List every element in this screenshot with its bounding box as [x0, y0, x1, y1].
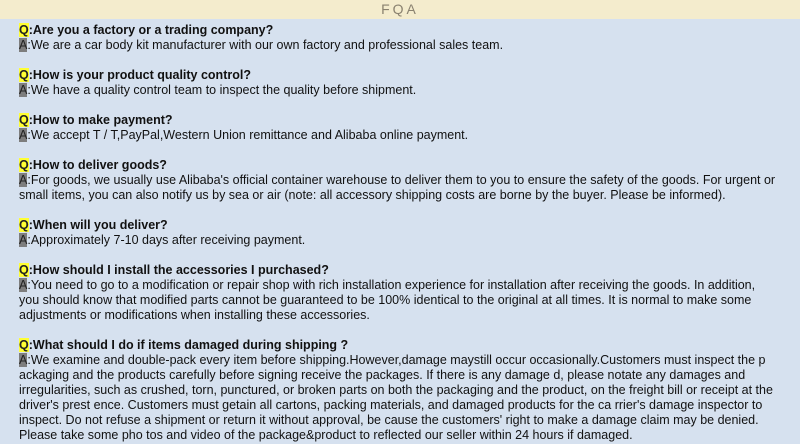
faq-question: Q:How is your product quality control?	[19, 68, 251, 82]
question-text: When will you deliver?	[32, 218, 168, 232]
answer-marker: A	[19, 128, 28, 142]
question-marker: Q	[19, 218, 29, 232]
answer-marker: A	[19, 173, 28, 187]
faq-answer: A:We accept T / T,PayPal,Western Union remittance and Alibaba online payment.	[19, 128, 469, 142]
faq-item	[19, 68, 800, 98]
faq-item	[19, 23, 800, 53]
question-text: How to deliver goods?	[32, 158, 167, 172]
faq-answer: A:You need to go to a modification or repair shop with rich installation experience for installation after receiving the goods. In addition, you should know that modified parts cannot be guaranteed to be 100% identical to the original at all times. It is normal to make some adjustments or modifications when installing these accessories.	[19, 278, 756, 322]
question-text: What should I do if items damaged during shipping ?	[32, 338, 349, 352]
question-marker: Q	[19, 113, 29, 127]
answer-text: You need to go to a modification or repair shop with rich installation experience for installation after receiving the goods. In addition, you should know that modified parts cannot be guaranteed to be 100% identical to the original at all times. It is normal to make some adjustments or modifications when installing these accessories.	[19, 278, 756, 322]
answer-marker: A	[19, 83, 28, 97]
question-text: How is your product quality control?	[32, 68, 251, 82]
question-marker: Q	[19, 23, 29, 37]
answer-marker: A	[19, 38, 28, 52]
answer-text: For goods, we usually use Alibaba's official container warehouse to deliver them to you to ensure the safety of the goods. For urgent or small items, you can also notify us by sea or air (note: all accessory shipping costs are borne by the buyer. Please be informed).	[19, 173, 776, 202]
answer-marker: A	[19, 278, 28, 292]
faq-question: Q:When will you deliver?	[19, 218, 168, 232]
question-text: How should I install the accessories I purchased?	[32, 263, 329, 277]
faq-answer: A:For goods, we usually use Alibaba's official container warehouse to deliver them to you to ensure the safety of the goods. For urgent or small items, you can also notify us by sea or air (note: all accessory shipping costs are borne by the buyer. Please be informed).	[19, 173, 776, 202]
faq-answer: A:We are a car body kit manufacturer with our own factory and professional sales team.	[19, 38, 504, 52]
faq-item	[19, 338, 800, 443]
faq-answer: A:We examine and double-pack every item before shipping.However,damage maystill occur occasionally.Customers must inspect the p ackaging and the products carefully before signing receive the packages. If there is any damage d, please notate any damages and irregularities, such as crushed, torn, punctured, or broken parts on both the packaging and the product, on the freight bill or receipt at the driver's prest ence. Customers must getain all cartons, packing materials, and damaged products for the ca rrier's damage inspector to inspect. Do not refuse a shipment or return it without approval, be cause the customers' right to make a damage claim may be denied. Please take some pho tos and video of the package&product to reflected our seller within 24 hours if damaged.	[19, 353, 773, 442]
question-text: How to make payment?	[32, 113, 173, 127]
question-marker: Q	[19, 68, 29, 82]
faq-list	[0, 19, 800, 443]
question-marker: Q	[19, 338, 29, 352]
faq-item	[19, 113, 800, 143]
answer-marker: A	[19, 233, 28, 247]
faq-answer: A:Approximately 7-10 days after receiving payment.	[19, 233, 306, 247]
faq-question: Q:What should I do if items damaged during shipping ?	[19, 338, 349, 352]
faq-item	[19, 218, 800, 248]
answer-text: We accept T / T,PayPal,Western Union remittance and Alibaba online payment.	[30, 128, 469, 142]
page-title: FQA	[381, 1, 419, 17]
faq-item	[19, 263, 800, 323]
faq-item	[19, 158, 800, 203]
faq-question: Q:How to deliver goods?	[19, 158, 167, 172]
faq-header	[0, 0, 800, 19]
answer-marker: A	[19, 353, 28, 367]
question-marker: Q	[19, 263, 29, 277]
faq-question: Q:How should I install the accessories I purchased?	[19, 263, 329, 277]
faq-question: Q:Are you a factory or a trading company?	[19, 23, 274, 37]
faq-answer: A:We have a quality control team to inspect the quality before shipment.	[19, 83, 417, 97]
answer-text: Approximately 7-10 days after receiving payment.	[30, 233, 306, 247]
answer-text: We examine and double-pack every item before shipping.However,damage maystill occur occasionally.Customers must inspect the p ackaging and the products carefully before signing receive the packages. If there is any damage d, please notate any damages and irregularities, such as crushed, torn, punctured, or broken parts on both the packaging and the product, on the freight bill or receipt at the driver's prest ence. Customers must getain all cartons, packing materials, and damaged products for the ca rrier's damage inspector to inspect. Do not refuse a shipment or return it without approval, be cause the customers' right to make a damage claim may be denied. Please take some pho tos and video of the package&product to reflected our seller within 24 hours if damaged.	[19, 353, 773, 442]
answer-text: We have a quality control team to inspect the quality before shipment.	[30, 83, 417, 97]
faq-question: Q:How to make payment?	[19, 113, 173, 127]
question-text: Are you a factory or a trading company?	[32, 23, 274, 37]
question-marker: Q	[19, 158, 29, 172]
answer-text: We are a car body kit manufacturer with our own factory and professional sales team.	[30, 38, 504, 52]
